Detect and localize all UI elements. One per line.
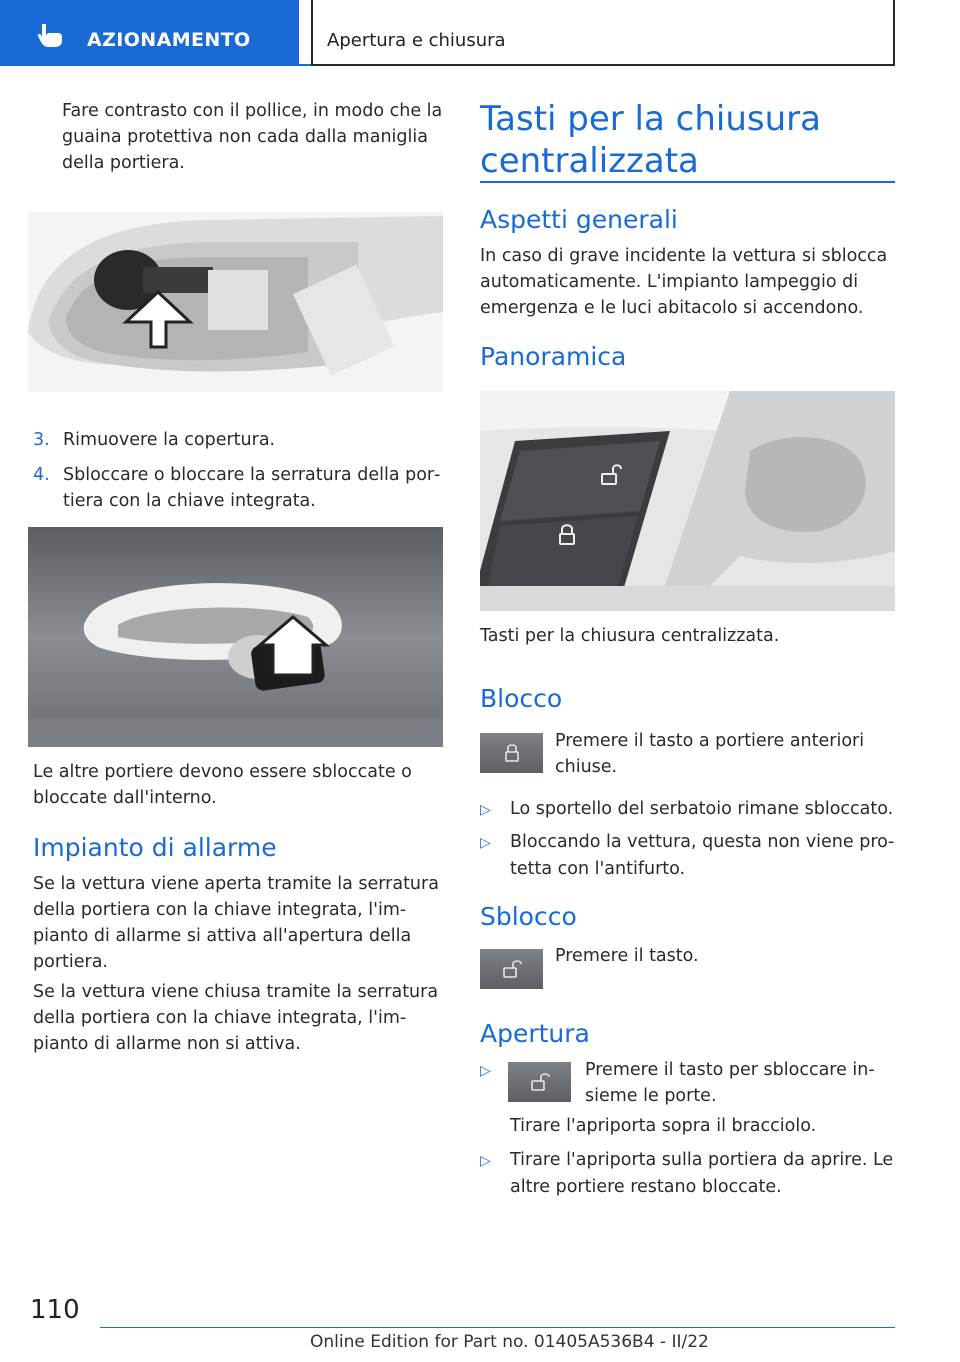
section-title: AZIONAMENTO <box>87 29 251 51</box>
page-number: 110 <box>30 1295 80 1325</box>
footer-rule <box>100 1327 895 1328</box>
unlock-text: Premere il tasto. <box>555 946 699 966</box>
step-4 <box>33 462 448 514</box>
step-number: 4. <box>33 465 50 485</box>
open-bullet-1-sub: Tirare l'apriporta sopra il bracciolo. <box>510 1116 817 1136</box>
header-line <box>0 64 311 66</box>
intro-paragraph: Fare contrasto con il pollice, in modo che la guaina protettiva non cada dalla maniglia della portiera. <box>62 101 443 173</box>
step-number: 3. <box>33 430 50 450</box>
key-lock-image <box>28 527 443 747</box>
alarm-paragraph-1: Se la vettura viene aperta tramite la serratura della portiera con la chiave integrata, l'impianto di allarme si attiva all'apertura della portiera. <box>33 874 439 972</box>
lock-heading: Blocco <box>480 684 563 713</box>
alarm-heading: Impianto di allarme <box>33 833 277 862</box>
bullet-text: Tirare l'apriporta sulla portiera da aprire. Le altre portiere restano bloccate. <box>510 1150 894 1197</box>
edition-text: Online Edition for Part no. 01405A536B4 - II/22 <box>310 1332 709 1352</box>
general-heading: Aspetti generali <box>480 205 678 234</box>
hand-icon <box>36 22 66 48</box>
triangle-bullet-icon: ▷ <box>480 1063 491 1079</box>
open-heading: Apertura <box>480 1019 590 1048</box>
unlock-button-image <box>480 949 543 989</box>
section-tab <box>0 0 299 66</box>
lock-text: Premere il tasto a portiere anteriori chiuse. <box>555 731 865 777</box>
step-text: Sbloccare o bloccare la serratura della portiera con la chiave integrata. <box>63 465 441 511</box>
chapter-title: Apertura e chiusura <box>327 30 506 51</box>
overview-heading: Panoramica <box>480 342 627 371</box>
triangle-bullet-icon: ▷ <box>480 1153 491 1169</box>
unlock-button-image-2 <box>508 1062 571 1102</box>
open-bullet-1-marker <box>480 1057 510 1084</box>
after-image-text: Le altre portiere devono essere sbloccate o bloccate dall'interno. <box>33 762 412 808</box>
lock-button-image <box>480 733 543 773</box>
open-bullet-1-text: Premere il tasto per sbloccare insieme le porte. <box>585 1060 875 1106</box>
bullet-text: Lo sportello del serbatoio rimane sbloccato. <box>510 799 894 819</box>
title-rule <box>480 181 895 183</box>
chapter-box <box>311 0 895 66</box>
triangle-bullet-icon: ▷ <box>480 802 491 818</box>
general-text: In caso di grave incidente la vettura si sblocca automaticamente. L'impianto lampeggio di emergenza e le luci abitacolo si accendono. <box>480 246 888 318</box>
alarm-paragraph-2: Se la vettura viene chiusa tramite la serratura della portiera con la chiave integrata, l'impianto di allarme non si attiva. <box>33 982 439 1054</box>
triangle-bullet-icon: ▷ <box>480 835 491 851</box>
step-3 <box>33 427 448 453</box>
unlock-heading: Sblocco <box>480 902 577 931</box>
lock-bullet-1 <box>480 796 900 823</box>
lock-bullet-2 <box>480 829 895 882</box>
image-caption: Tasti per la chiusura centralizzata. <box>480 626 780 646</box>
open-bullet-2 <box>480 1147 895 1200</box>
lock-buttons-image <box>480 391 895 611</box>
main-title: Tasti per la chiusura centralizzata <box>480 99 821 181</box>
bullet-text: Bloccando la vettura, questa non viene protetta con l'antifurto. <box>510 832 895 879</box>
step-text: Rimuovere la copertura. <box>63 430 276 450</box>
handle-cover-image <box>28 212 443 392</box>
